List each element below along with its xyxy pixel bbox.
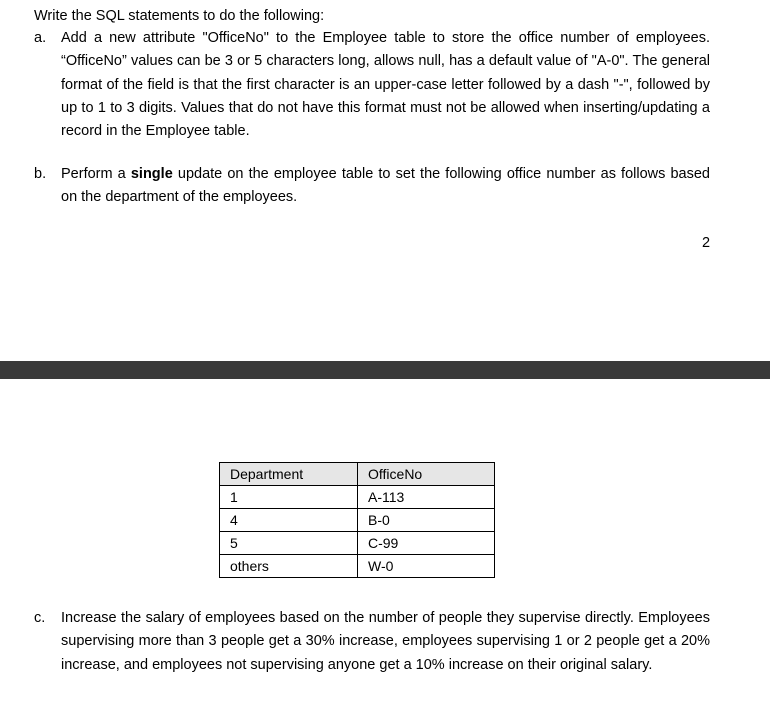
- department-cell: others: [220, 555, 358, 578]
- department-cell: 1: [220, 486, 358, 509]
- question-b-text-before: Perform a: [61, 166, 131, 182]
- table-row: [220, 532, 495, 555]
- table-row: [220, 509, 495, 532]
- question-b-emphasis: single: [130, 166, 173, 182]
- page-separator: [0, 361, 770, 379]
- question-b-text: [61, 163, 710, 210]
- question-b-marker: b.: [34, 166, 47, 182]
- officeno-cell: C-99: [358, 532, 495, 555]
- question-b: [34, 163, 710, 210]
- office-number-table: [219, 462, 495, 578]
- column-header-officeno: OfficeNo: [358, 463, 495, 486]
- instructions-intro: Write the SQL statements to do the following:: [34, 8, 325, 24]
- question-a: [34, 27, 710, 143]
- officeno-cell: W-0: [358, 555, 495, 578]
- question-c: [34, 607, 710, 677]
- question-c-marker: c.: [34, 610, 46, 626]
- table-row: [220, 486, 495, 509]
- page-number: 2: [702, 235, 711, 251]
- question-a-marker: a.: [34, 30, 47, 46]
- column-header-department: Department: [220, 463, 358, 486]
- department-cell: 5: [220, 532, 358, 555]
- question-c-text: Increase the salary of employees based on the number of people they supervise directly. Employees supervising more than 3 people get a 30% increase, employees supervising 1 or 2 people get a 20% increase, and employees not supervising anyone get a 10% increase on their original salary.: [61, 610, 710, 673]
- officeno-cell: B-0: [358, 509, 495, 532]
- department-cell: 4: [220, 509, 358, 532]
- question-b-text-after: update on the employee table to set the following office number as follows based on the department of the employees.: [61, 166, 710, 206]
- officeno-cell: A-113: [358, 486, 495, 509]
- question-a-text: Add a new attribute "OfficeNo" to the Employee table to store the office number of employees. “OfficeNo” values can be 3 or 5 characters long, allows null, has a default value of "A-0". The general format of the field is that the first character is an upper-case letter followed by a dash "-", followed by up to 1 to 3 digits. Values that do not have this format must not be allowed when inserting/updating a record in the Employee table.: [61, 30, 710, 140]
- table-header-row: [220, 463, 495, 486]
- table-row: [220, 555, 495, 578]
